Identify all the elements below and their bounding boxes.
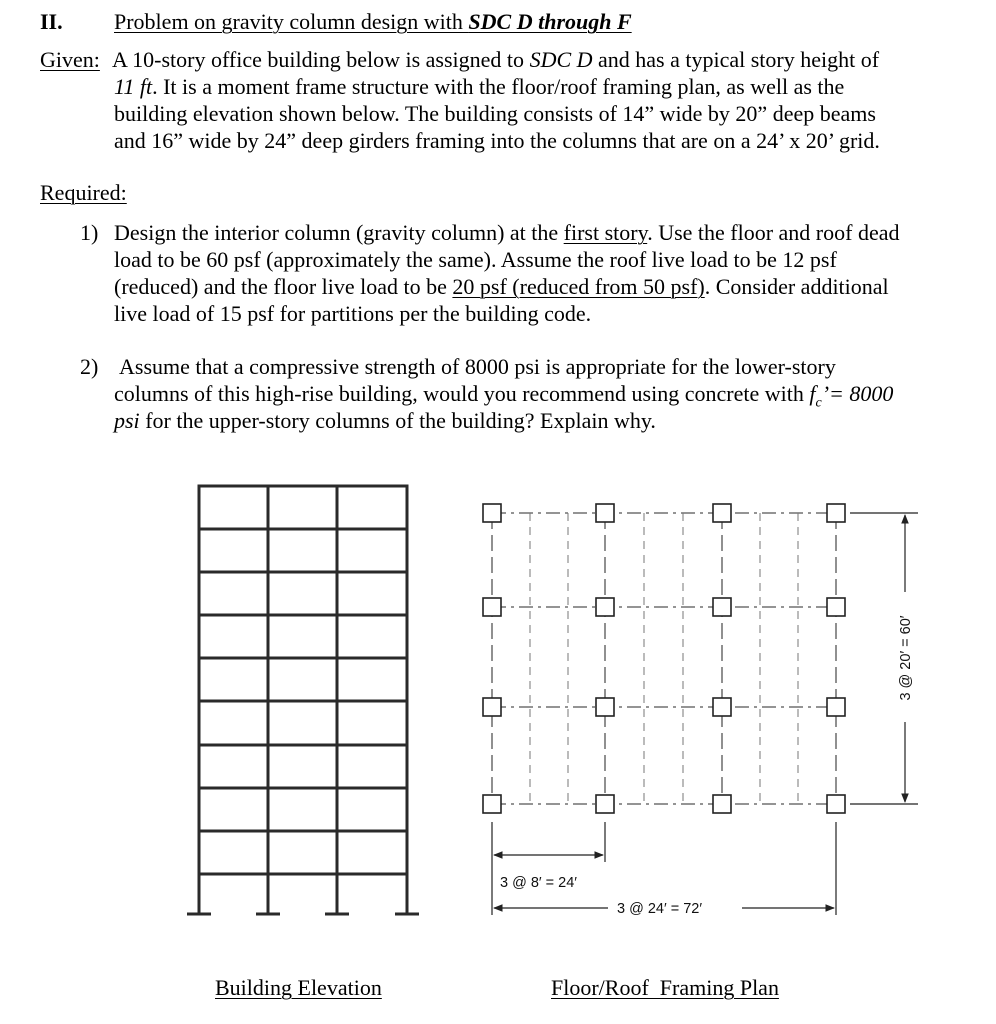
required-label: Required: <box>40 180 127 205</box>
given-line-1: A 10-story office building below is assigned to SDC D and has a typical story height of <box>112 47 880 72</box>
q2-line-1: Assume that a compressive strength of 8000 psi is appropriate for the lower-story <box>119 354 836 379</box>
question-2-number: 2) <box>80 354 99 379</box>
elevation-caption: Building Elevation <box>215 975 382 1000</box>
dim-bays-y-label: 3 @ 20′ = 60′ <box>898 615 914 701</box>
plan-beam-lines <box>530 513 798 804</box>
plan-caption: Floor/Roof Framing Plan <box>551 975 779 1000</box>
given-line-2: 11 ft. It is a moment frame structure with the floor/roof framing plan, as well as the <box>114 74 845 99</box>
dim-bays-x-label: 3 @ 24′ = 72′ <box>617 901 703 917</box>
question-1-number: 1) <box>80 220 99 245</box>
q2-line-2: columns of this high-rise building, would you recommend using concrete with $f_c’= 8000$ <box>114 381 894 411</box>
given-line-4: and 16” wide by 24” deep girders framing into the columns that are on a 24’ x 20’ grid. <box>114 128 880 153</box>
q2-line-3: psi for the upper-story columns of the building? Explain why. <box>114 408 656 433</box>
plan-columns <box>483 504 845 813</box>
q1-line-3: (reduced) and the floor live load to be 20 psf (reduced from 50 psf). Consider additional <box>114 274 889 299</box>
given-label: Given: <box>40 47 100 72</box>
plan-girder-lines <box>492 513 836 804</box>
plan-column-lines <box>492 513 836 804</box>
title-prefix: Problem on gravity column design with <box>114 9 469 34</box>
section-number: II. <box>40 9 63 34</box>
q1-line-2: load to be 60 psf (approximately the same). Assume the roof live load to be 12 psf <box>114 247 837 272</box>
q1-line-4: live load of 15 psf for partitions per the building code. <box>114 301 592 326</box>
plan-dimension-lines <box>492 513 918 915</box>
q1-line-1: Design the interior column (gravity column) at the first story. Use the floor and roof dead <box>114 220 900 245</box>
given-line-3: building elevation shown below. The building consists of 14” wide by 20” deep beams <box>114 101 876 126</box>
dim-beam-spacing-label: 3 @ 8′ = 24′ <box>500 875 577 891</box>
title-emphasis: SDC D through F <box>468 9 632 34</box>
